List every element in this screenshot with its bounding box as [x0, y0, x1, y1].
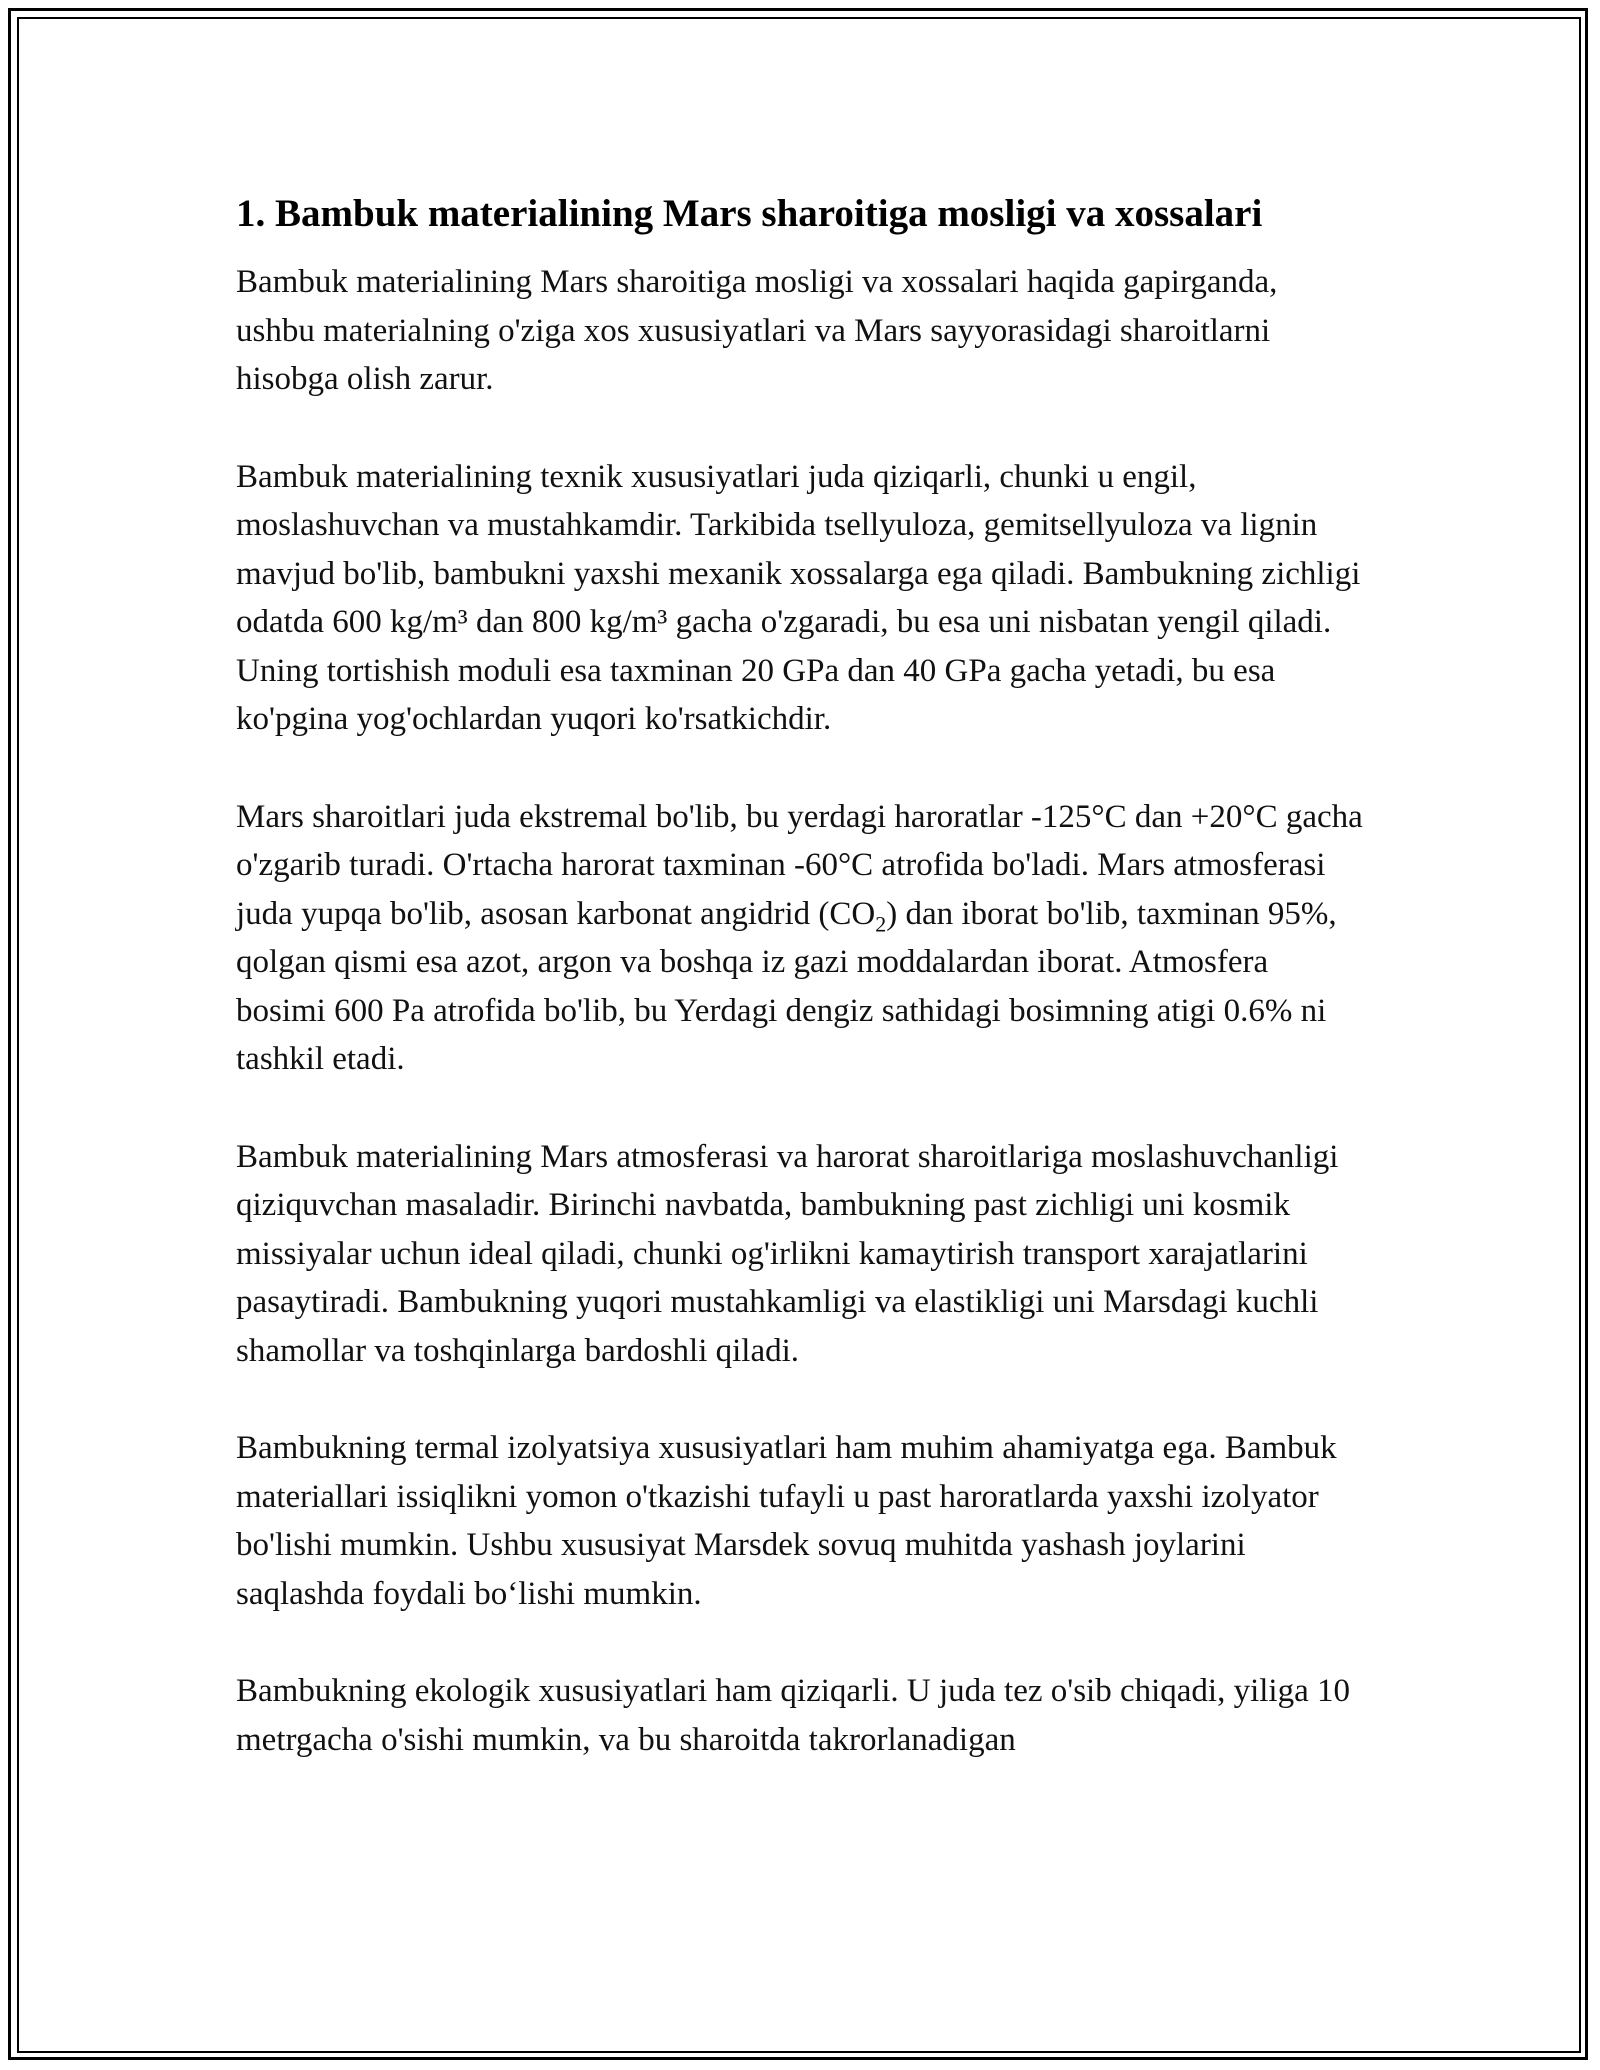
paragraph-technical-properties: Bambuk materialining texnik xususiyatlari juda qiziqarli, chunki u engil, moslashuvchan va mustahkamdir. Tarkibida tsellyuloza, gemitsellyuloza va lignin mavjud bo'lib, bambukni yaxshi mexanik xossalarga ega qiladi. Bambukning zichligi odatda 600 kg/m³ dan 800 kg/m³ gacha o'zgaradi, bu esa uni nisbatan yengil qiladi. Uning tortishish moduli esa taxminan 20 GPa dan 40 GPa gacha yetadi, bu esa ko'pgina yog'ochlardan yuqori ko'rsatkichdir.: [236, 458, 1361, 737]
document-body: [236, 184, 1364, 1813]
paragraph-thermal-insulation: Bambukning termal izolyatsiya xususiyatlari ham muhim ahamiyatga ega. Bambuk materiallari issiqlikni yomon o'tkazishi tufayli u past haroratlarda yaxshi izolyator bo'lishi mumkin. Ushbu xususiyat Marsdek sovuq muhitda yashash joylarini saqlashda foydali bo‘lishi mumkin.: [236, 1430, 1337, 1612]
paragraph-adaptability: Bambuk materialining Mars atmosferasi va harorat sharoitlariga moslashuvchanligi qiziquvchan masaladir. Birinchi navbatda, bambukning past zichligi uni kosmik missiyalar uchun ideal qiladi, chunki og'irlikni kamaytirish transport xarajatlarini pasaytiradi. Bambukning yuqori mustahkamligi va elastikligi uni Marsdagi kuchli shamollar va toshqinlarga bardoshli qiladi.: [236, 1138, 1339, 1369]
mars-conditions-text-after: ) dan iborat bo'lib, taxminan 95%, qolgan qismi esa azot, argon va boshqa iz gazi moddalardan iborat. Atmosfera bosimi 600 Pa atrofida bo'lib, bu Yerdagi dengiz sathidagi bosimning atigi 0.6% ni tashkil etadi.: [236, 895, 1337, 1077]
paragraph-mars-conditions: [236, 793, 1364, 1084]
mars-conditions-text-before: Mars sharoitlari juda ekstremal bo'lib, bu yerdagi haroratlar -125°C dan +20°C gacha o'zgarib turadi. O'rtacha harorat taxminan -60°C atrofida bo'ladi. Mars atmosferasi juda yupqa bo'lib, asosan karbonat angidrid (CO: [236, 798, 1363, 932]
paragraph-intro: Bambuk materialining Mars sharoitiga mosligi va xossalari haqida gapirganda, ushbu materialning o'ziga xos xususiyatlari va Mars sayyorasidagi sharoitlarni hisobga olish zarur.: [236, 264, 1278, 397]
co2-subscript: 2: [875, 911, 887, 937]
section-heading: 1. Bambuk materialining Mars sharoitiga mosligi va xossalari: [236, 192, 1263, 235]
paragraph-ecological: Bambukning ekologik xususiyatlari ham qiziqarli. U juda tez o'sib chiqadi, yiliga 10 metrgacha o'sishi mumkin, va bu sharoitda takrorlanadigan: [236, 1673, 1350, 1758]
